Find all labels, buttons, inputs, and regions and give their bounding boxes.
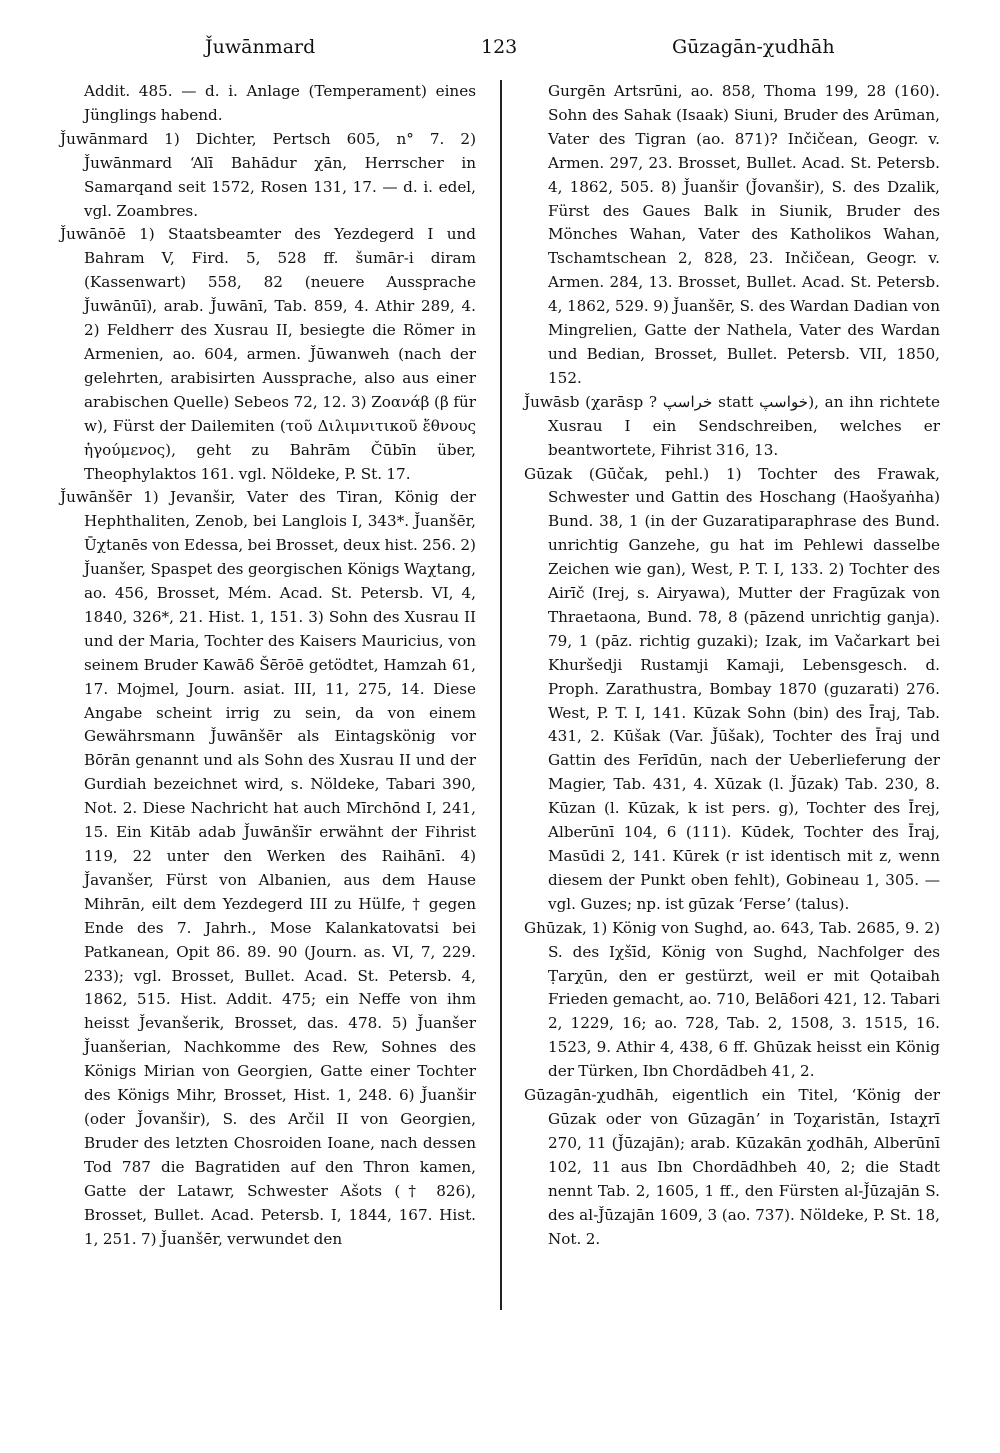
entry-continuation: Addit. 485. — d. i. Anlage (Temperament) eines Jünglings habend. <box>84 82 476 124</box>
column-divider <box>500 80 502 1310</box>
page-number: 123 <box>481 36 518 58</box>
header-left-headword: J̌uwānmard <box>205 36 316 58</box>
left-column <box>60 80 476 1251</box>
entry-guzagan-xudhah: Gūzagān-χudhāh, eigentlich ein Titel, ʻKönig der Gūzak oder von Gūzagānʼ in Toχaristān, Istaχrī 270, 11 (J̌ūzajān); arab. Kūzakān χodhāh, Alberūnī 102, 11 aus Ibn Chordādhbeh 40, 2; die Stadt nennt Tab. 2, 1605, 1 ff., den Fürsten al-J̌ūzajān S. des al-J̌ūzajān 1609, 3 (ao. 737). Nöldeke, P. St. 18, Not. 2. <box>524 1086 940 1248</box>
entry-juwanser: J̌uwānšēr 1) Jevanšir, Vater des Tiran, König der Hephthaliten, Zenob, bei Langlois I, 343*. J̌uanšēr, Ūχtanēs von Edessa, bei Brosset, deux hist. 256. 2) J̌uanšer, Spaspet des georgischen Königs Waχtang, ao. 456, Brosset, Mém. Acad. St. Petersb. VI, 4, 1840, 326*, 21. Hist. 1, 151. 3) Sohn des Xusrau II und der Maria, Tochter des Kaisers Mauricius, von seinem Bruder Kawāδ Šērōē getödtet, Hamzah 61, 17. Mojmel, Journ. asiat. III, 11, 275, 14. Diese Angabe scheint irrig zu sein, da von einem Gewährsmann J̌uwānšēr als Eintagskönig vor Bōrān genannt und als Sohn des Xusrau II und der Gurdiah bezeichnet wird, s. Nöldeke, Tabari 390, Not. 2. Diese Nachricht hat auch Mīrchōnd I, 241, 15. Ein Kitāb adab J̌uwānšīr erwähnt der Fihrist 119, 22 unter den Werken des Raihānī. 4) J̌avanšer, Fürst von Albanien, aus dem Hause Mihrān, eilt dem Yezdegerd III zu Hülfe, † gegen Ende des 7. Jahrh., Mose Kalankatovatsi bei Patkanean, Opit 86. 89. 90 (Journ. as. VI, 7, 229. 233); vgl. Brosset, Bullet. Acad. St. Petersb. 4, 1862, 515. Hist. Addit. 475; ein Neffe von ihm heisst J̌evanšerik, Brosset, das. 478. 5) J̌uanšer J̌uanšerian, Nachkomme des Rew, Sohnes des Königs Mirian von Georgien, Gatte einer Tochter des Königs Mihr, Brosset, Hist. 1, 248. 6) J̌uanšir (oder J̌ovanšir), S. des Arčil II von Georgien, Bruder des letzten Chosroiden Ioane, nach dessen Tod 787 die Bagratiden auf den Thron kamen, Gatte der Latawr, Schwester Ašots († 826), Brosset, Bullet. Acad. Petersb. I, 1844, 167. Hist. 1, 251. 7) J̌uanšēr, verwundet den <box>60 488 476 1248</box>
entry-ghuzak: Ghūzak, 1) König von Sughd, ao. 643, Tab. 2685, 9. 2) S. des Iχšīd, König von Sughd, Nachfolger des Ṭarχūn, den er gestürzt, weil er mit Qotaibah Frieden gemacht, ao. 710, Belāδori 421, 12. Tabari 2, 1229, 16; ao. 728, Tab. 2, 1508, 3. 1515, 16. 1523, 9. Athir 4, 438, 6 ff. Ghūzak heisst ein König der Türken, Ibn Chordādbeh 41, 2. <box>524 918 940 1081</box>
entry-juwanmard: J̌uwānmard 1) Dichter, Pertsch 605, n° 7. 2) J̌uwānmard ʻAlī Bahādur χān, Herrscher in Samarqand seit 1572, Rosen 131, 17. — d. i. edel, vgl. Zoambres. <box>60 129 476 220</box>
entry-guzak: Gūzak (Gūčak, pehl.) 1) Tochter des Frawak, Schwester und Gattin des Hoschang (Haošyaṅha) Bund. 38, 1 (in der Guzaratiparaphrase des Bund. unrichtig Ganzehe, gu hat im Pehlewi dasselbe Zeichen wie gan), West, P. T. I, 133. 2) Tochter des Airīč (Irej, s. Airyawa), Mutter der Fragūzak von Thraetaona, Bund. 78, 8 (pāzend unrichtig ganja). 79, 1 (pāz. richtig guzaki); Izak, im Vačarkart bei Khuršedji Rustamji Kamaji, Lebensgesch. d. Proph. Zarathustra, Bombay 1870 (guzarati) 276. West, P. T. I, 141. Kūzak Sohn (bin) des Īraj, Tab. 431, 2. Kūšak (Var. J̌ūšak), Tochter des Īraj und Gattin des Ferīdūn, nach der Ueberlieferung der Magier, Tab. 431, 4. Xūzak (l. J̌ūzak) Tab. 230, 8. Kūzan (l. Kūzak, k ist pers. g), Tochter des Īrej, Alberūnī 104, 6 (111). Kūdek, Tochter des Īraj, Masūdi 2, 141. Kūrek (r ist identisch mit z, wenn diesem der Punkt oben fehlt), Gobineau 1, 305. — vgl. Guzes; np. ist gūzak ʻFerseʼ (talus). <box>524 464 940 913</box>
right-column <box>524 80 940 1251</box>
running-header <box>0 36 1000 66</box>
entry-juwasb: J̌uwāsb (χarāsp ? خراسپ statt خواسپ), an ihn richtete Xusrau I ein Sendschreiben, welches er beantwortete, Fihrist 316, 13. <box>524 392 940 459</box>
entry-juwanser-continued: Gurgēn Artsrūni, ao. 858, Thoma 199, 28 (160). Sohn des Sahak (Isaak) Siuni, Bruder des Arūman, Vater des Tigran (ao. 871)? Inčičean, Geogr. v. Armen. 297, 23. Brosset, Bullet. Acad. St. Petersb. 4, 1862, 505. 8) J̌uanšir (J̌ovanšir), S. des Dzalik, Fürst des Gaues Balk in Siunik, Bruder des Mönches Wahan, Vater des Katholikos Wahan, Tschamtschean 2, 828, 23. Inčičean, Geogr. v. Armen. 284, 13. Brosset, Bullet. Acad. St. Petersb. 4, 1862, 529. 9) J̌uanšēr, S. des Wardan Dadian von Mingrelien, Gatte der Nathela, Vater des Wardan und Bedian, Brosset, Bullet. Petersb. VII, 1850, 152. <box>548 82 940 387</box>
entry-juwanoe: J̌uwānōē 1) Staatsbeamter des Yezdegerd I und Bahram V, Fird. 5, 528 ff. šumār-i diram (Kassenwart) 558, 82 (neuere Aussprache J̌uwānūī), arab. J̌uwānī, Tab. 859, 4. Athir 289, 4. 2) Feldherr des Xusrau II, besiegte die Römer in Armenien, ao. 604, armen. J̌ūwanweh (nach der gelehrten, arabisirten Aussprache, also aus einer arabischen Quelle) Sebeos 72, 12. 3) Ζοανάβ (β für w), Fürst der Dailemiten (τοῦ Διλιμνιτικοῦ ἔθνους ἡγούμενος), geht zu Bahrām Čūbīn über, Theophylaktos 161. vgl. Nöldeke, P. St. 17. <box>60 225 476 483</box>
header-right-headword: Gūzagān-χudhāh <box>672 36 835 58</box>
